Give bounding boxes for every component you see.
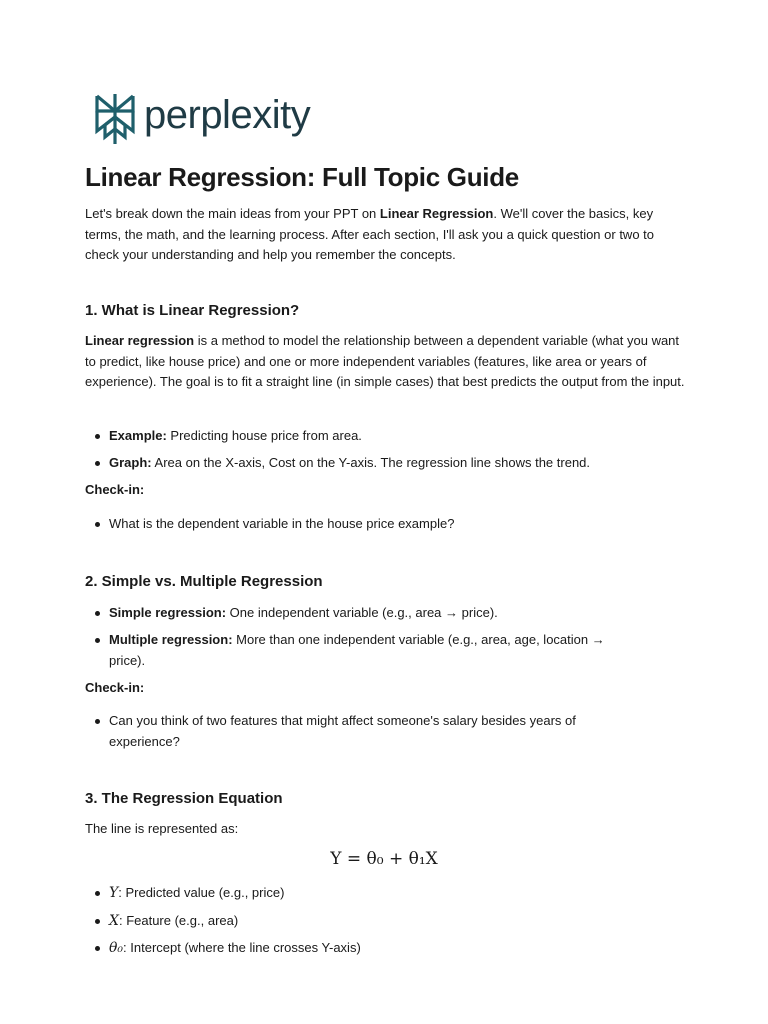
- list-item: Simple regression: One independent variable (e.g., area → price).: [85, 603, 685, 624]
- section-2-checkin-list: [85, 711, 685, 752]
- section-1-checkin-label: Check-in:: [85, 482, 145, 497]
- list-item: Can you think of two features that might affect someone's salary besides years of experience?: [85, 711, 619, 752]
- section-3-terms: [85, 883, 685, 959]
- list-item: X: Feature (e.g., area): [85, 911, 685, 932]
- intro-paragraph: Let's break down the main ideas from your PPT on Linear Regression. We'll cover the basics, key terms, the math, and the learning process. After each section, I'll ask you a quick question or two to check your understanding and help you remember the concepts.: [85, 206, 655, 262]
- section-1-checkin-list: [85, 514, 685, 535]
- list-item: Graph: Area on the X-axis, Cost on the Y-axis. The regression line shows the trend.: [85, 453, 685, 474]
- brand-wordmark: perplexity: [144, 93, 311, 137]
- list-item: θ₀: Intercept (where the line crosses Y-axis): [85, 938, 685, 959]
- section-1-list: [85, 426, 685, 474]
- section-2-heading: 2. Simple vs. Multiple Regression: [85, 573, 323, 590]
- list-item: Example: Predicting house price from area.: [85, 426, 685, 447]
- list-item: Y: Predicted value (e.g., price): [85, 883, 685, 904]
- section-3-heading: 3. The Regression Equation: [85, 790, 283, 807]
- regression-equation: Y = θ₀ + θ₁X: [330, 849, 438, 869]
- list-item: What is the dependent variable in the house price example?: [85, 514, 685, 535]
- section-1-heading: 1. What is Linear Regression?: [85, 302, 300, 319]
- list-item: Multiple regression: More than one independent variable (e.g., area, age, location → price).: [85, 630, 629, 671]
- perplexity-logo-icon: [94, 93, 136, 145]
- section-2-list: [85, 603, 685, 671]
- section-2-checkin-label: Check-in:: [85, 680, 145, 695]
- page-title: Linear Regression: Full Topic Guide: [85, 162, 519, 192]
- section-1-paragraph: Linear regression is a method to model the relationship between a dependent variable (what you want to predict, like house price) and one or more independent variables (features, like area or years of experience). The goal is to fit a straight line (in simple cases) that best predicts the output from the input.: [85, 333, 685, 389]
- section-3-lead: The line is represented as:: [85, 821, 239, 836]
- perplexity-logo: [94, 93, 310, 145]
